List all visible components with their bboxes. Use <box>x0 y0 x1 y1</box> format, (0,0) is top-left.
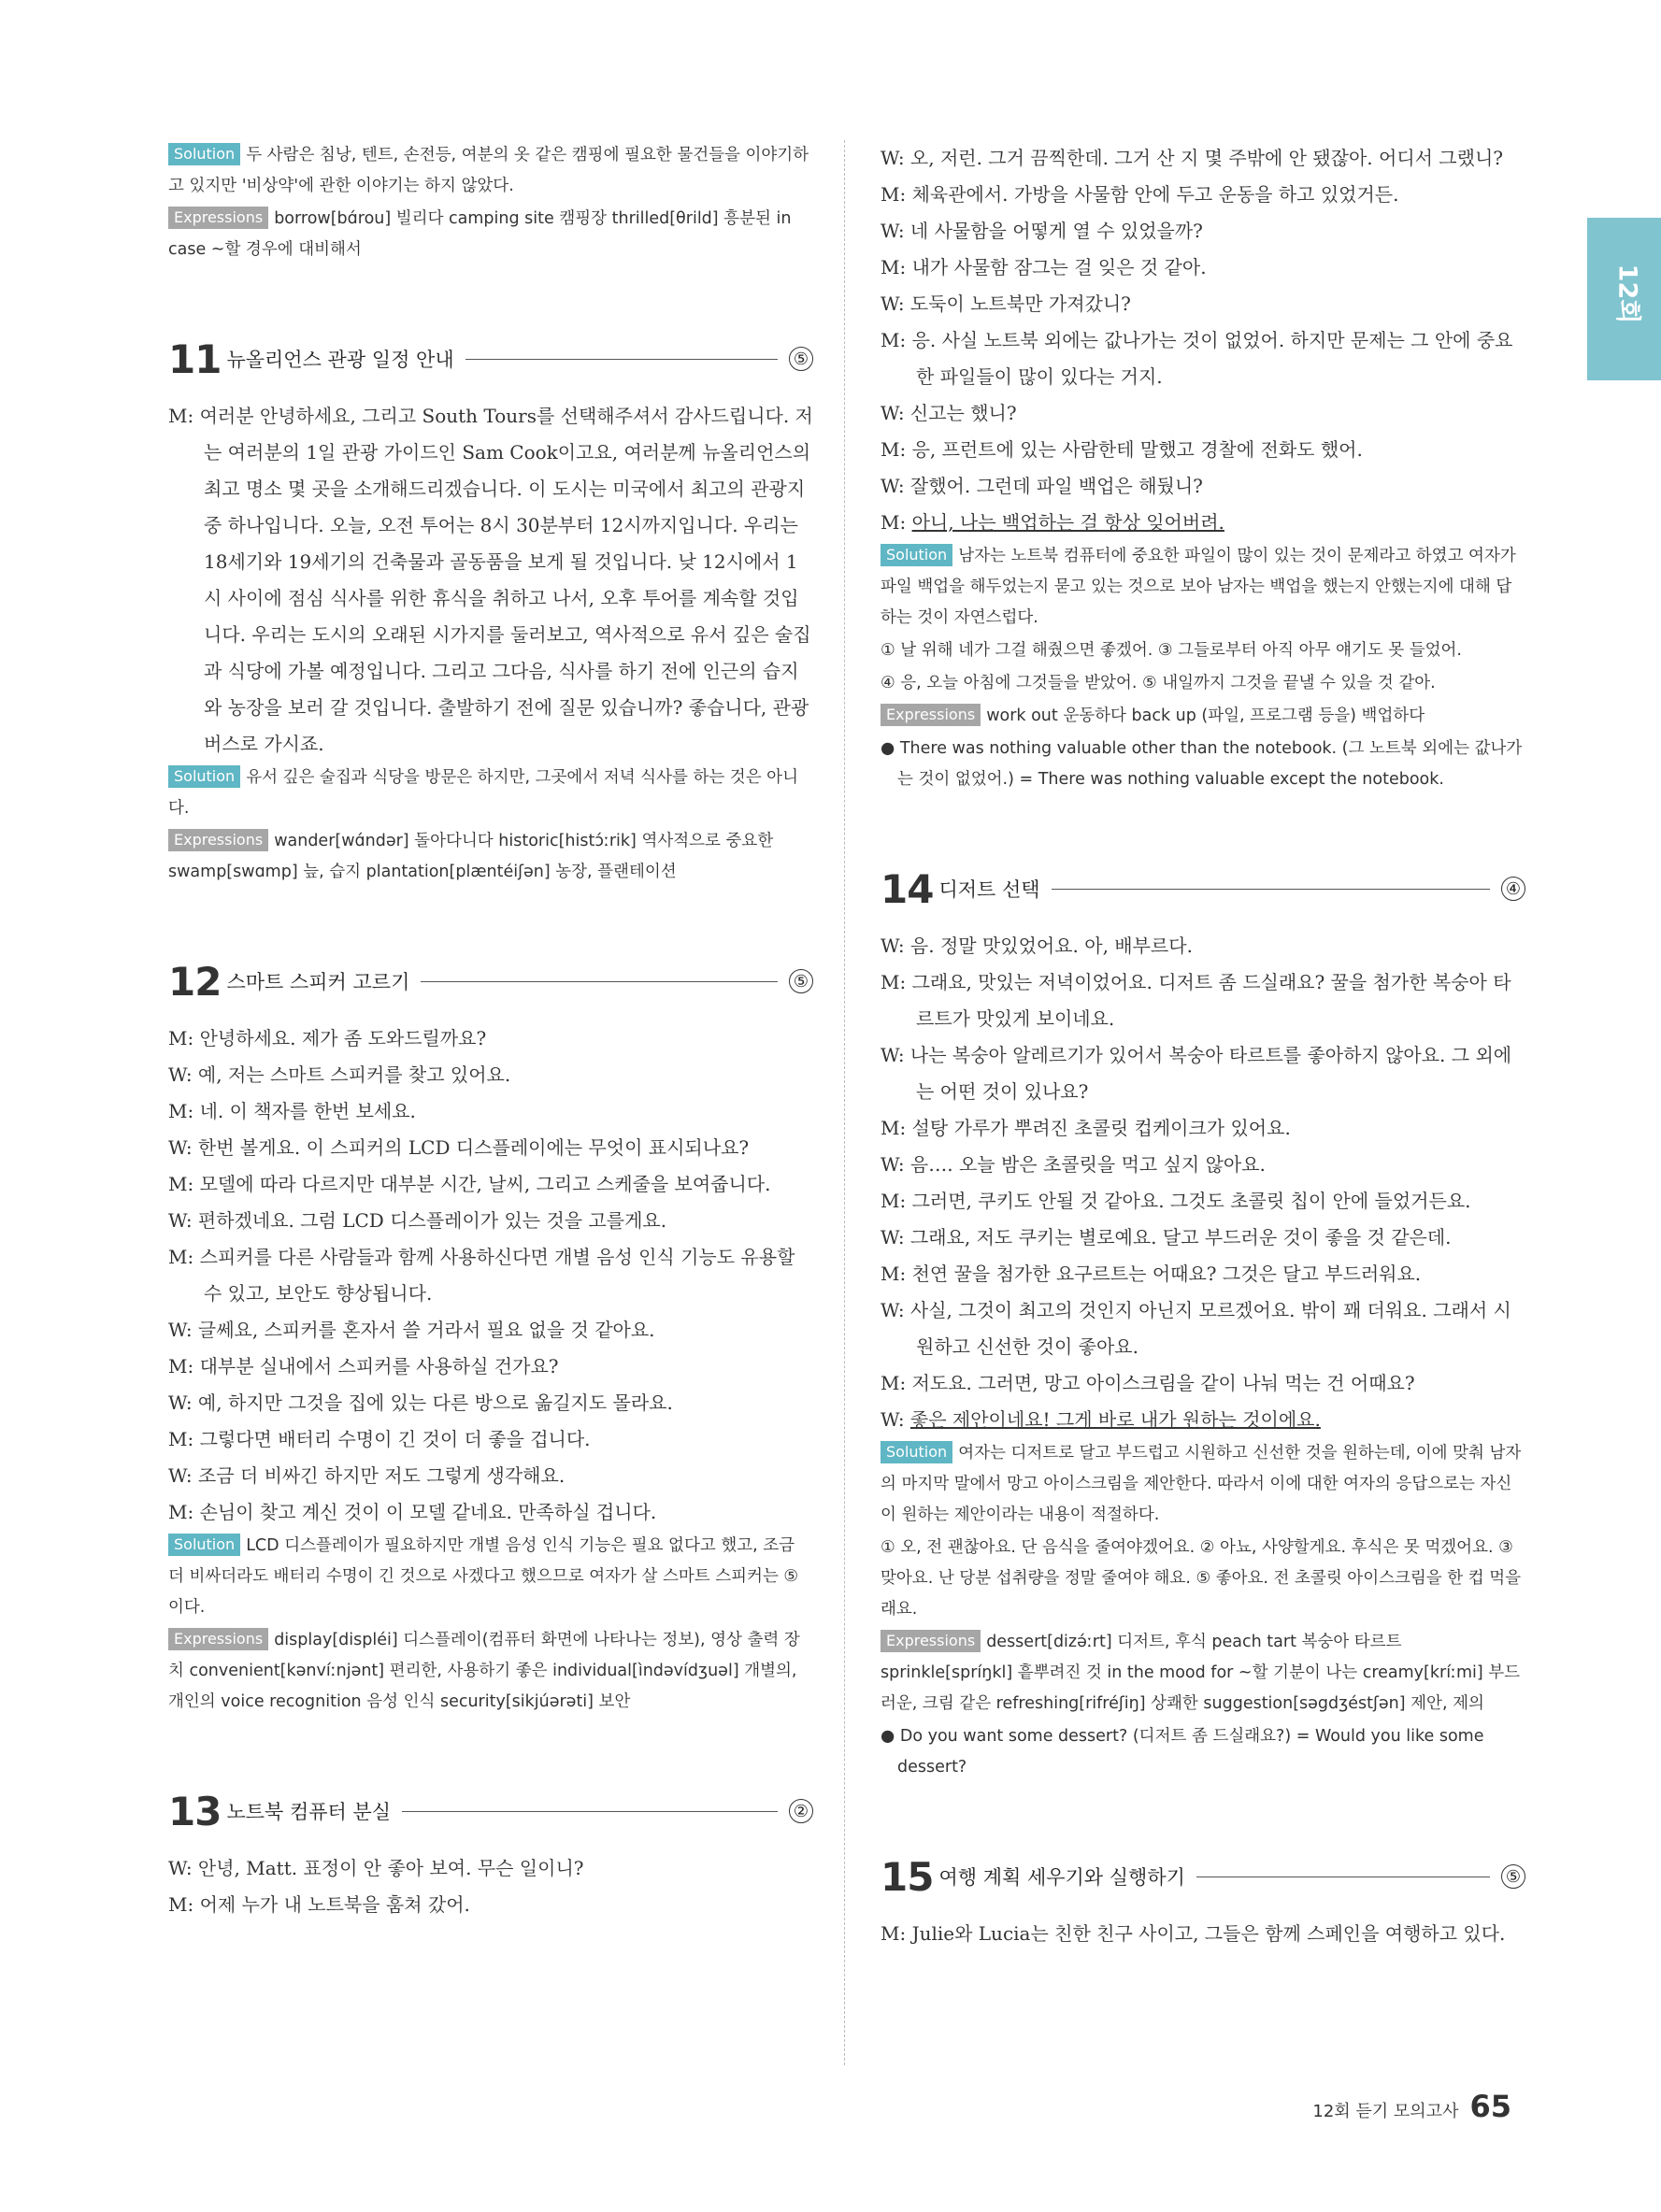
question-15-heading <box>881 1848 1525 1905</box>
round-tab-label: 12회 <box>1612 264 1642 324</box>
question-13-script-start <box>168 1850 813 1923</box>
question-title: 디저트 선택 <box>938 878 1040 901</box>
solution-label: Solution <box>168 765 240 788</box>
top-notes <box>168 140 813 265</box>
options-line: ④ 응, 오늘 아침에 그것들을 받았어. ⑤ 내일까지 그것을 끝낼 수 있을 것 같아. <box>881 674 1436 692</box>
options-line: ① 날 위해 네가 그걸 해줬으면 좋겠어. ③ 그들로부터 아직 아무 얘기도 못 들었어. <box>881 641 1462 660</box>
speaker: M: <box>881 511 912 534</box>
dialogue-line: M: 모델에 따라 다르지만 대부분 시간, 날씨, 그리고 스케줄을 보여줍니다. <box>168 1173 771 1195</box>
dialogue-line: M: Julie와 Lucia는 친한 친구 사이고, 그들은 함께 스페인을 여행하고 있다. <box>881 1922 1506 1945</box>
question-number: 12 <box>168 958 222 1005</box>
question-number: 15 <box>881 1853 934 1900</box>
question-title: 노트북 컴퓨터 분실 <box>226 1801 392 1823</box>
solution-text: 유서 깊은 술집과 식당을 방문은 하지만, 그곳에서 저녁 식사를 하는 것은 아니다. <box>168 768 798 818</box>
dialogue-line: M: 그러면, 쿠키도 안될 것 같아요. 그것도 초콜릿 칩이 안에 들었거든요. <box>881 1190 1471 1212</box>
question-title: 뉴올리언스 관광 일정 안내 <box>226 349 454 371</box>
dialogue-line: W: 오, 저런. 그거 끔찍한데. 그거 산 지 몇 주밖에 안 됐잖아. 어디서 그랬니? <box>881 147 1503 169</box>
dialogue-line: W: 글쎄요, 스피커를 혼자서 쓸 거라서 필요 없을 것 같아요. <box>168 1319 655 1341</box>
solution-label: Solution <box>881 544 952 566</box>
dialogue-line: M: 그래요, 맛있는 저녁이었어요. 디저트 좀 드실래요? 꿀을 첨가한 복숭아 타르트가 맛있게 보이네요. <box>881 971 1511 1030</box>
dialogue-line: W: 한번 볼게요. 이 스피커의 LCD 디스플레이에는 무엇이 표시되나요? <box>168 1136 750 1159</box>
right-column <box>881 140 1525 1952</box>
expressions-label: Expressions <box>168 829 268 851</box>
expressions-text: borrow[bɑ́rou] 빌리다 camping site 캠핑장 thrilled[θrild] 흥분된 in case ~할 경우에 대비해서 <box>168 209 792 259</box>
heading-rule <box>465 359 778 360</box>
dialogue-line: M: 응. 사실 노트북 외에는 값나가는 것이 없었어. 하지만 문제는 그 안에 중요한 파일들이 많이 있다는 거지. <box>881 329 1513 388</box>
question-11-script <box>168 398 813 763</box>
dialogue-line-answer <box>881 1402 1525 1438</box>
answer-sentence: 아니, 나는 백업하는 걸 항상 잊어버려. <box>911 511 1224 534</box>
bullet-text: Do you want some dessert? (디저트 좀 드실래요?) = Would you like some dessert? <box>897 1727 1484 1777</box>
question-14-notes <box>881 1438 1525 1783</box>
expressions-label: Expressions <box>168 1628 268 1650</box>
answer-badge: ⑤ <box>1501 1864 1525 1889</box>
expressions-text: display[displéi] 디스플레이(컴퓨터 화면에 나타나는 정보), 영상 출력 장치 convenient[kənvíːnjənt] 편리한, 사용하기 좋은 individual[ìndəvídʒuəl] 개별의, 개인의 voice recognition 음성 인식 security[sikjúərəti] 보안 <box>168 1631 800 1711</box>
solution-label: Solution <box>881 1441 952 1463</box>
dialogue-line: W: 그래요, 저도 쿠키는 별로예요. 달고 부드러운 것이 좋을 것 같은데. <box>881 1226 1452 1249</box>
dialogue-line: M: 천연 꿀을 첨가한 요구르트는 어때요? 그것은 달고 부드러워요. <box>881 1263 1422 1285</box>
expressions-text: wander[wɑ́ndər] 돌아다니다 historic[histɔ́ːrik] 역사적으로 중요한 swamp[swɑmp] 늪, 습지 plantation[plæntéiʃən] 농장, 플랜테이션 <box>168 832 774 881</box>
question-14-heading <box>881 861 1525 917</box>
dialogue-line: M: 대부분 실내에서 스피커를 사용하실 건가요? <box>168 1355 559 1377</box>
dialogue-line: M: 손님이 찾고 계신 것이 이 모델 같네요. 만족하실 겁니다. <box>168 1501 657 1523</box>
answer-badge: ⑤ <box>789 969 813 993</box>
question-number: 11 <box>168 335 222 382</box>
dialogue-line: M: 스피커를 다른 사람들과 함께 사용하신다면 개별 음성 인식 기능도 유용할 수 있고, 보안도 향상됩니다. <box>168 1246 795 1305</box>
question-11-notes <box>168 763 813 888</box>
dialogue-line: W: 신고는 했니? <box>881 402 1017 424</box>
dialogue-line: M: 안녕하세요. 제가 좀 도와드릴까요? <box>168 1027 487 1049</box>
dialogue-line: W: 도둑이 노트북만 가져갔니? <box>881 293 1131 315</box>
answer-sentence: 좋은 제안이네요! 그게 바로 내가 원하는 것이에요. <box>909 1408 1321 1431</box>
dialogue-line: W: 편하겠네요. 그럼 LCD 디스플레이가 있는 것을 고를게요. <box>168 1209 667 1232</box>
question-12-notes <box>168 1531 813 1718</box>
left-column <box>168 140 813 1923</box>
page-number: 65 <box>1469 2089 1511 2124</box>
dialogue-line: M: 그렇다면 배터리 수명이 긴 것이 더 좋을 겁니다. <box>168 1428 591 1450</box>
dialogue-line: W: 음…. 오늘 밤은 초콜릿을 먹고 싶지 않아요. <box>881 1153 1266 1176</box>
dialogue-line: M: 여러분 안녕하세요, 그리고 South Tours를 선택해주셔서 감사드립니다. 저는 여러분의 1일 관광 가이드인 Sam Cook이고요, 여러분께 뉴올리언스의 최고 명소 몇 곳을 소개해드리겠습니다. 이 도시는 미국에서 최고의 관광지 중 하나입니다. 오늘, 오전 투어는 8시 30분부터 12시까지입니다. 우리는 18세기와 19세기의 건축물과 골동품을 보게 될 것입니다. 낮 12시에서 1시 사이에 점심 식사를 위한 휴식을 취하고 나서, 오후 투어를 계속할 것입니다. 우리는 도시의 오래된 시가지를 둘러보고, 역사적으로 유서 깊은 술집과 식당에 가볼 예정입니다. 그리고 그다음, 식사를 하기 전에 인근의 습지와 농장을 보러 갈 것입니다. 출발하기 전에 질문 있습니까? 좋습니다, 관광버스로 가시죠. <box>168 405 813 755</box>
answer-badge: ⑤ <box>789 347 813 371</box>
options-line: ① 오, 전 괜찮아요. 단 음식을 줄여야겠어요. ② 아뇨, 사양할게요. 후식은 못 먹겠어요. ③ 맞아요. 난 당분 섭취량을 정말 줄여야 해요. ⑤ 좋아요. 전 초콜릿 아이스크림을 한 컵 먹을래요. <box>881 1538 1522 1619</box>
question-12-heading <box>168 953 813 1009</box>
solution-text: 남자는 노트북 컴퓨터에 중요한 파일이 많이 있는 것이 문제라고 하였고 여자가 파일 백업을 해두었는지 묻고 있는 것으로 보아 남자는 백업을 했는지 안했는지에 대해 답하는 것이 자연스럽다. <box>881 547 1516 627</box>
bullet-text: There was nothing valuable other than the notebook. (그 노트북 외에는 값나가는 것이 없었어.) = There was nothing valuable except the notebook. <box>897 739 1523 789</box>
question-12-script <box>168 1020 813 1531</box>
question-number: 13 <box>168 1788 222 1834</box>
question-13-script-cont <box>881 140 1525 541</box>
dialogue-line: W: 안녕, Matt. 표정이 안 좋아 보여. 무슨 일이니? <box>168 1857 584 1879</box>
dialogue-line-answer <box>881 505 1525 541</box>
question-number: 14 <box>881 865 934 912</box>
question-13-notes <box>881 541 1525 795</box>
solution-label: Solution <box>168 1534 240 1556</box>
solution-text: 두 사람은 침낭, 텐트, 손전등, 여분의 옷 같은 캠핑에 필요한 물건들을 이야기하고 있지만 '비상약'에 관한 이야기는 하지 않았다. <box>168 146 809 195</box>
dialogue-line: W: 나는 복숭아 알레르기가 있어서 복숭아 타르트를 좋아하지 않아요. 그 외에는 어떤 것이 있나요? <box>881 1044 1512 1103</box>
solution-label: Solution <box>168 143 240 165</box>
dialogue-line: W: 조금 더 비싸긴 하지만 저도 그렇게 생각해요. <box>168 1464 566 1487</box>
expressions-label: Expressions <box>168 207 268 229</box>
dialogue-line: M: 네. 이 책자를 한번 보세요. <box>168 1100 416 1122</box>
dialogue-line: W: 사실, 그것이 최고의 것인지 아닌지 모르겠어요. 밖이 꽤 더워요. 그래서 시원하고 신선한 것이 좋아요. <box>881 1299 1511 1358</box>
dialogue-line: W: 음. 정말 맛있었어요. 아, 배부르다. <box>881 935 1193 957</box>
dialogue-line: M: 저도요. 그러면, 망고 아이스크림을 같이 나눠 먹는 건 어때요? <box>881 1372 1415 1394</box>
question-title: 스마트 스피커 고르기 <box>226 971 410 993</box>
question-13-heading <box>168 1783 813 1839</box>
speaker: W: <box>881 1408 910 1431</box>
page-footer <box>1312 2089 1511 2124</box>
dialogue-line: W: 예, 하지만 그것을 집에 있는 다른 방으로 옮길지도 몰라요. <box>168 1391 673 1414</box>
bullet-note: ● There was nothing valuable other than the notebook. (그 노트북 외에는 값나가는 것이 없었어.) = There was nothing valuable except the notebook. <box>881 739 1523 789</box>
column-divider <box>844 140 845 2065</box>
question-15-script <box>881 1916 1525 1952</box>
heading-rule <box>402 1811 778 1812</box>
solution-text: 여자는 디저트로 달고 부드럽고 시원하고 신선한 것을 원하는데, 이에 맞춰 남자의 마지막 말에서 망고 아이스크림을 제안한다. 따라서 이에 대한 여자의 응답으로는 자신이 원하는 제안이라는 내용이 적절하다. <box>881 1444 1522 1524</box>
dialogue-line: M: 응, 프런트에 있는 사람한테 말했고 경찰에 전화도 했어. <box>881 438 1363 461</box>
expressions-text: work out 운동하다 back up (파일, 프로그램 등을) 백업하다 <box>986 706 1425 725</box>
expressions-text: dessert[dizə́ːrt] 디저트, 후식 peach tart 복숭아 타르트 sprinkle[spríŋkl] 흩뿌려진 것 in the mood for ~할 기분이 나는 creamy[kríːmi] 부드러운, 크림 같은 refreshing[rifréʃiŋ] 상쾌한 suggestion[səgdʒéstʃən] 제안, 제의 <box>881 1633 1521 1713</box>
dialogue-line: M: 어제 누가 내 노트북을 훔쳐 갔어. <box>168 1893 470 1916</box>
dialogue-line: M: 내가 사물함 잠그는 걸 잊은 것 같아. <box>881 256 1207 278</box>
expressions-label: Expressions <box>881 1630 981 1652</box>
dialogue-line: M: 설탕 가루가 뿌려진 초콜릿 컵케이크가 있어요. <box>881 1117 1291 1139</box>
answer-badge: ④ <box>1501 877 1525 901</box>
heading-rule <box>421 981 778 982</box>
footer-title: 12회 듣기 모의고사 <box>1312 2102 1459 2121</box>
dialogue-line: M: 체육관에서. 가방을 사물함 안에 두고 운동을 하고 있었거든. <box>881 183 1399 206</box>
solution-text: LCD 디스플레이가 필요하지만 개별 음성 인식 기능은 필요 없다고 했고, 조금 더 비싸더라도 배터리 수명이 긴 것으로 사겠다고 했으므로 여자가 살 스마트 스피커는 ⑤이다. <box>168 1536 799 1617</box>
round-tab <box>1587 218 1661 380</box>
bullet-note: ● Do you want some dessert? (디저트 좀 드실래요?) = Would you like some dessert? <box>881 1727 1484 1777</box>
question-11-heading <box>168 331 813 387</box>
dialogue-line: W: 네 사물함을 어떻게 열 수 있었을까? <box>881 220 1203 242</box>
dialogue-line: W: 잘했어. 그런데 파일 백업은 해뒀니? <box>881 475 1203 497</box>
answer-badge: ② <box>789 1799 813 1823</box>
dialogue-line: W: 예, 저는 스마트 스피커를 찾고 있어요. <box>168 1063 511 1086</box>
question-title: 여행 계획 세우기와 실행하기 <box>938 1866 1185 1889</box>
expressions-label: Expressions <box>881 704 981 726</box>
question-14-script <box>881 928 1525 1438</box>
heading-rule <box>1052 889 1490 890</box>
